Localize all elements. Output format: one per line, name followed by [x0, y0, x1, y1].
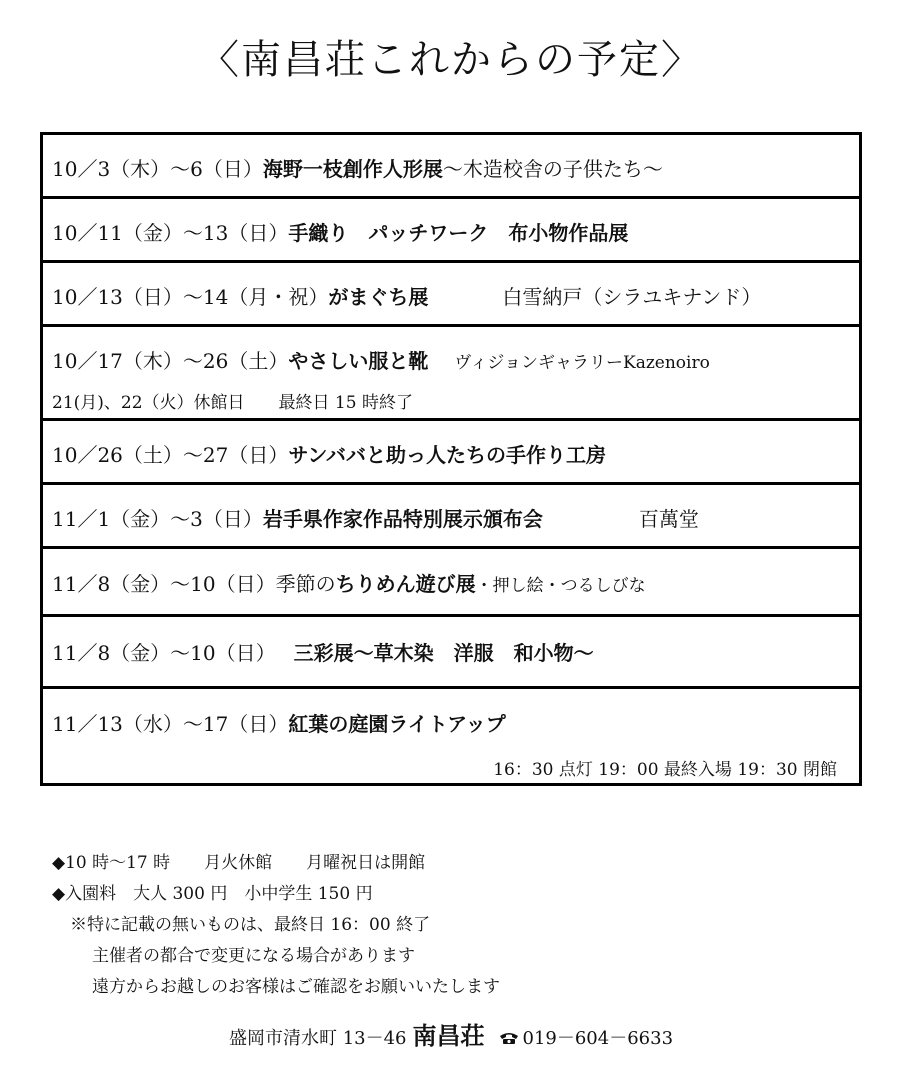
event-name: 手織り パッチワーク 布小物作品展 — [288, 221, 629, 245]
event-date: 11／8（金）～10（日） — [52, 572, 276, 596]
fee-info: ◆入園料 大人 300 円 小中学生 150 円 — [52, 884, 373, 904]
address-line — [0, 1016, 902, 1051]
event-note: ・押し絵・つるしびな — [475, 576, 646, 596]
event-date: 11／13（水）～17（日） — [52, 712, 289, 736]
event-name: 三彩展～草木染 洋服 和小物～ — [293, 641, 594, 665]
event-date: 10／26（土）～27（日） — [52, 443, 289, 467]
event-name: 紅葉の庭園ライトアップ — [288, 712, 506, 736]
confirm-note: 遠方からお越しのお客様はご確認をお願いいたします — [92, 977, 500, 997]
event-subnote: 16：30 点灯 19：00 最終入場 19：30 閉館 — [493, 760, 837, 780]
event-note: 白雪納戸（シラユキナンド） — [502, 285, 762, 309]
phone-number: 019－604－6633 — [522, 1028, 674, 1049]
event-row — [43, 421, 859, 485]
event-date: 10／11（金）～13（日） — [52, 221, 289, 245]
event-date: 11／1（金）～3（日） — [52, 507, 263, 531]
event-name: やさしい服と靴 — [288, 349, 429, 373]
event-note: 百萬堂 — [638, 507, 699, 531]
event-row — [43, 549, 859, 617]
event-row — [43, 199, 859, 263]
event-name: サンババと助っ人たちの手作り工房 — [288, 443, 606, 467]
end-time-note: ※特に記載の無いものは、最終日 16：00 終了 — [70, 915, 431, 935]
page-title: 〈南昌荘これからの予定〉 — [199, 37, 703, 83]
event-name: 海野一枝創作人形展 — [262, 157, 443, 181]
event-row — [43, 485, 859, 549]
event-name: ちりめん遊び展 — [335, 572, 476, 596]
event-row — [43, 263, 859, 327]
event-name: 岩手県作家作品特別展示頒布会 — [262, 507, 543, 531]
event-date: 11／8（金）～10（日） — [52, 641, 276, 665]
event-prefix: 季節の — [275, 572, 336, 596]
street-address: 盛岡市清水町 13－46 — [228, 1028, 407, 1049]
event-date: 10／17（木）～26（土） — [52, 349, 289, 373]
event-row — [43, 135, 859, 199]
telephone-icon — [499, 1029, 519, 1043]
event-date: 10／3（木）～6（日） — [52, 157, 263, 181]
event-row — [43, 689, 859, 783]
event-subnote: 21(月)、22（火）休館日 最終日 15 時終了 — [52, 393, 413, 413]
event-note: ヴィジョンギャラリーKazenoiro — [454, 353, 710, 373]
schedule-table — [40, 132, 862, 786]
event-date: 10／13（日）～14（月・祝） — [52, 285, 329, 309]
event-note: ～木造校舎の子供たち～ — [442, 157, 663, 181]
brand-name: 南昌荘 — [412, 1021, 485, 1050]
change-note: 主催者の都合で変更になる場合があります — [92, 946, 415, 966]
hours-info: ◆10 時～17 時 月火休館 月曜祝日は開館 — [52, 853, 426, 873]
event-row — [43, 327, 859, 421]
event-name: がまぐち展 — [328, 285, 429, 309]
event-row — [43, 617, 859, 689]
